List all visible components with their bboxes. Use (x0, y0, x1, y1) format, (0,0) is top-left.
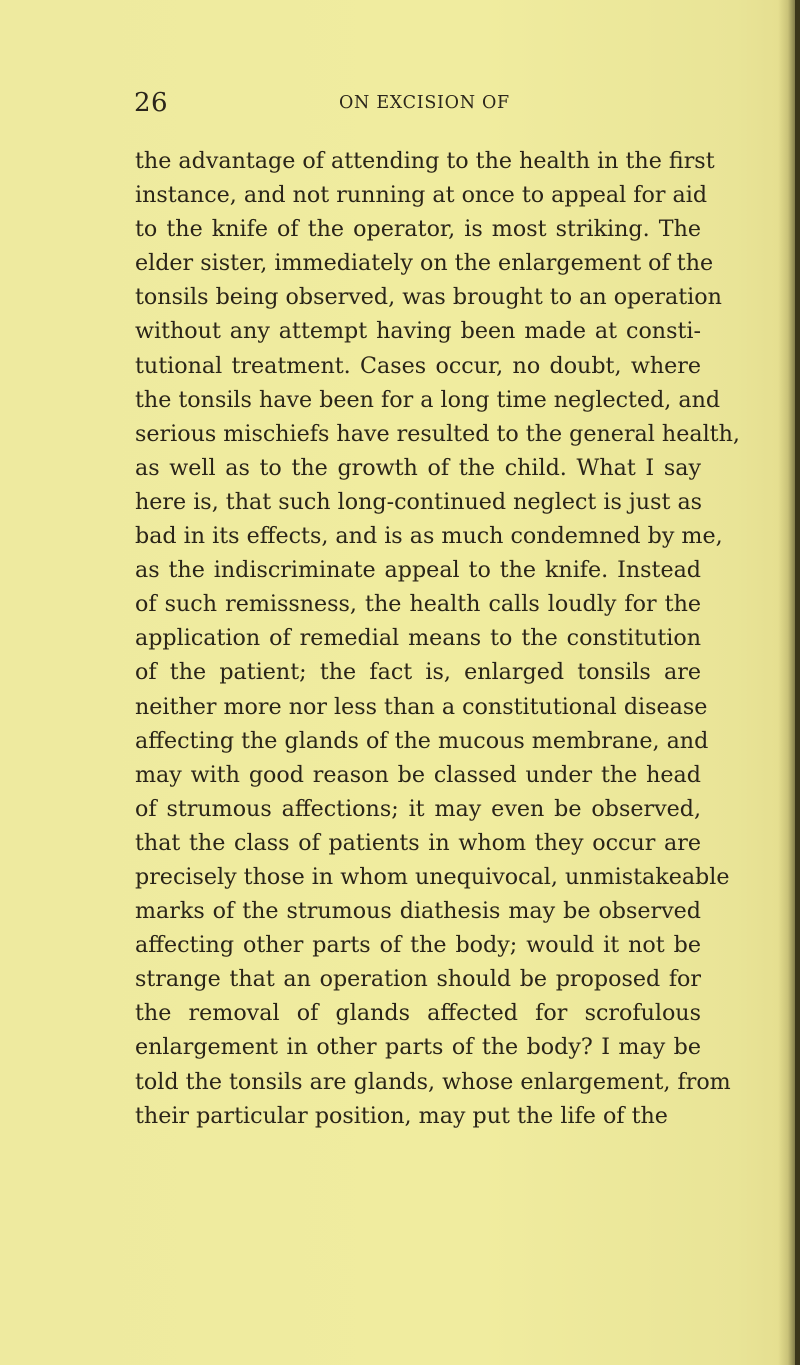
text-line: as well as to the growth of the child. What I say (135, 454, 701, 481)
text-line: instance, and not running at once to appeal for aid (135, 182, 708, 209)
text-line: here is, that such long-continued neglect is just as (135, 488, 703, 515)
text-line: neither more nor less than a constitutional disease (135, 693, 708, 720)
body-text (135, 144, 740, 1133)
text-line: without any attempt having been made at consti- (135, 318, 701, 345)
text-line: that the class of patients in whom they occur are (135, 829, 701, 856)
text-line: the tonsils have been for a long time neglected, and (135, 386, 721, 413)
text-line: serious mischiefs have resulted to the general health, (135, 420, 740, 447)
text-line: affecting other parts of the body; would it not be (135, 932, 701, 959)
text-line: of such remissness, the health calls loudly for the (135, 591, 701, 618)
text-line: precisely those in whom unequivocal, unmistakeable (135, 863, 730, 890)
text-line: enlargement in other parts of the body? I may be (135, 1034, 701, 1061)
text-line: of the patient; the fact is, enlarged tonsils are (135, 659, 701, 686)
text-line: application of remedial means to the constitution (135, 625, 701, 652)
text-line: elder sister, immediately on the enlargement of the (135, 250, 714, 277)
page-edge (795, 0, 800, 1365)
text-line: their particular position, may put the life of the (135, 1102, 668, 1129)
running-head: ON EXCISION OF (339, 93, 510, 113)
text-line: told the tonsils are glands, whose enlargement, from (135, 1068, 731, 1095)
text-line: the advantage of attending to the health in the first (135, 148, 715, 174)
text-line: to the knife of the operator, is most striking. The (135, 216, 701, 243)
text-line: of strumous affections; it may even be observed, (135, 795, 701, 822)
text-line: affecting the glands of the mucous membrane, and (135, 727, 709, 754)
text-line: tonsils being observed, was brought to an operation (135, 284, 722, 311)
text-line: tutional treatment. Cases occur, no doubt, where (135, 352, 701, 379)
page-number: 26 (134, 88, 169, 118)
text-line: the removal of glands affected for scrofulous (135, 1000, 701, 1027)
text-line: as the indiscriminate appeal to the knife. Instead (135, 557, 701, 584)
text-line: bad in its effects, and is as much condemned by me, (135, 523, 723, 550)
text-line: strange that an operation should be proposed for (135, 966, 701, 993)
text-line: may with good reason be classed under the head (135, 761, 701, 788)
text-line: marks of the strumous diathesis may be observed (135, 898, 701, 925)
